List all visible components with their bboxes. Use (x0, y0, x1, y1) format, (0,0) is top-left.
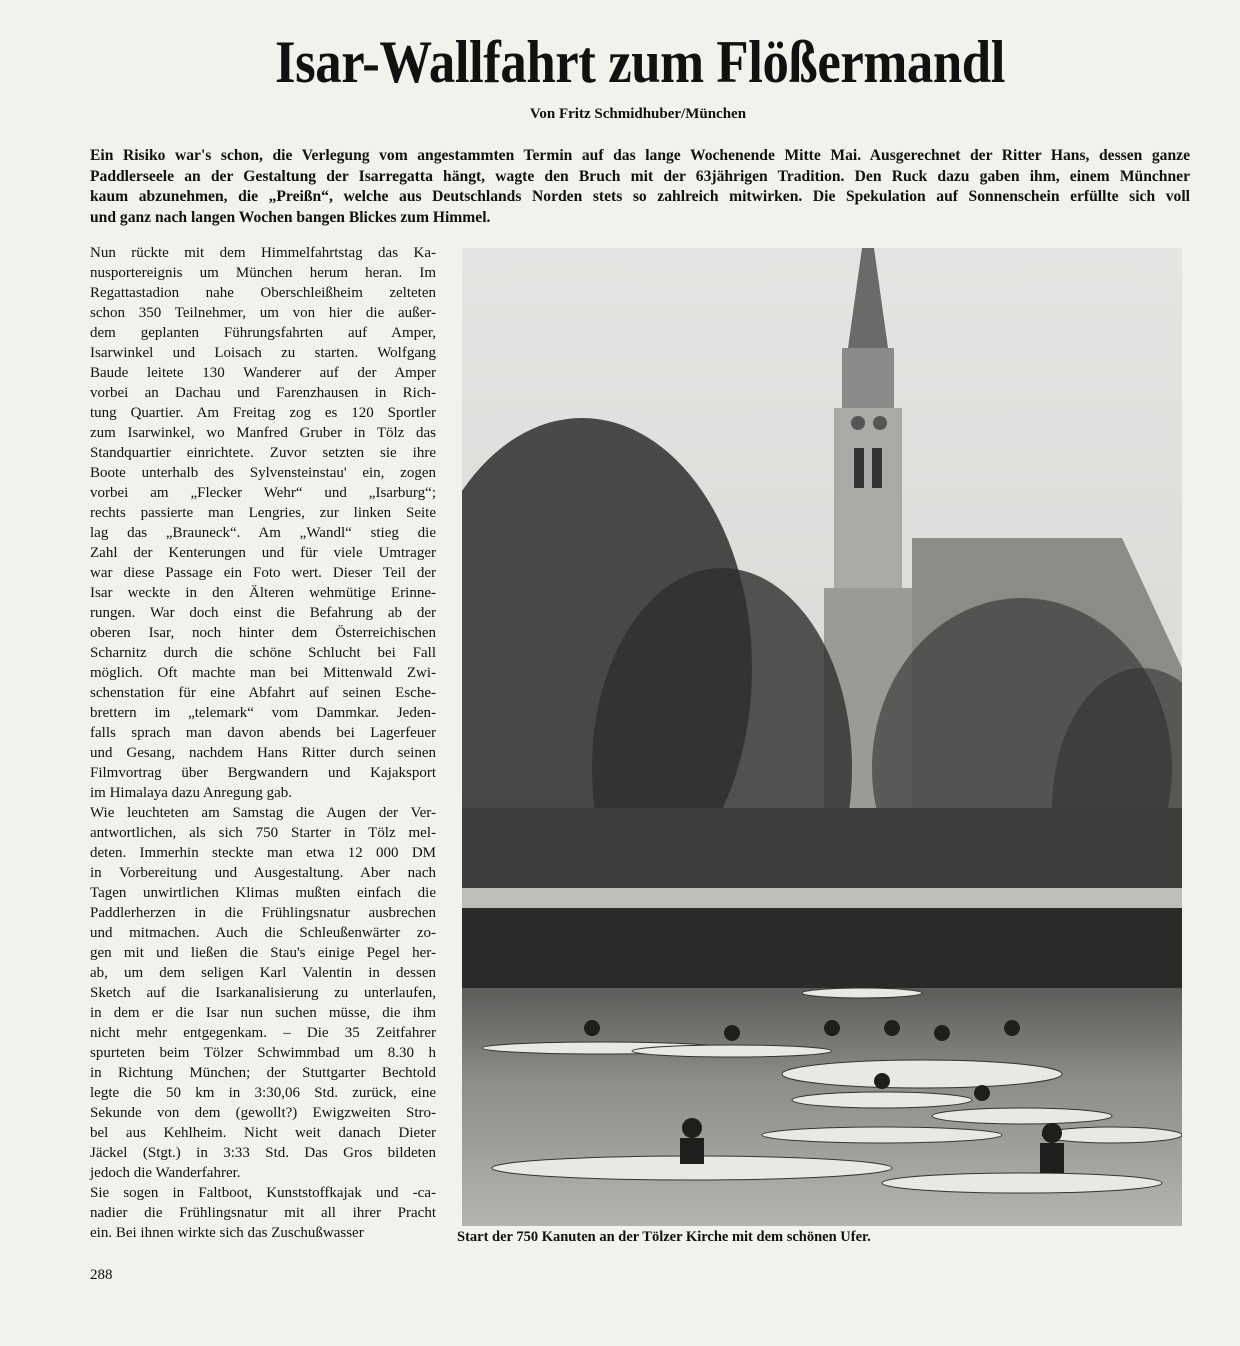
article-byline: Von Fritz Schmidhuber/München (529, 106, 747, 122)
body-line: rungen. War doch einst die Befahrung ab der (90, 605, 436, 621)
body-line: Baude leitete 130 Wanderer auf der Amper (90, 365, 436, 381)
body-line: im Himalaya dazu Anregung gab. (90, 785, 293, 801)
page-number: 288 (90, 1267, 113, 1283)
body-line: und mitmachen. Auch die Schleußenwärter zo- (90, 925, 436, 941)
body-line: Scharnitz durch die schöne Schlucht bei Fall (90, 645, 436, 661)
intro-line: kaum abzunehmen, die „Preißn“, welche aus Deutschlands Norden stets so zahlreich mitwirken. Die Spekulation auf Sonnenschein erfüllte sich voll (90, 188, 1190, 205)
body-line: Boote unterhalb des Sylvensteinstau' ein, zogen (90, 465, 436, 481)
body-line: schon 350 Teilnehmer, um von hier die außer- (90, 305, 436, 321)
body-line: Regattastadion nahe Oberschleißheim zelteten (90, 285, 436, 301)
body-line: Sketch auf die Isarkanalisierung zu unterlaufen, (90, 985, 436, 1001)
article-body-column (90, 243, 436, 1243)
body-line: und Gesang, nachdem Hans Ritter durch seinen (90, 745, 436, 761)
intro-line: Paddlerseele an der Gestaltung der Isarregatta hängt, wagte den Bruch mit der 63jährigen Tradition. Den Ruck dazu gaben ihm, einem Münchner (90, 167, 1190, 185)
embankment (462, 908, 1182, 988)
body-line: lag das „Brauneck“. Am „Wandl“ stieg die (90, 525, 436, 541)
body-line: brettern im „telemark“ vom Dammkar. Jeden- (90, 705, 436, 721)
body-line: legte die 50 km in 3:30,06 Std. zurück, eine (90, 1085, 436, 1101)
body-line: jedoch die Wanderfahrer. (90, 1165, 241, 1181)
body-line: Filmvortrag über Bergwandern und Kajaksport (90, 765, 436, 781)
body-line: Sie sogen in Faltboot, Kunststoffkajak und -ca- (90, 1185, 436, 1201)
intro-line: und ganz nach langen Wochen bangen Blickes zum Himmel. (90, 208, 491, 226)
body-line: Isar weckte in den Älteren wehmütige Erinne- (90, 585, 436, 601)
body-line: ab, um dem seligen Karl Valentin in dessen (90, 965, 436, 981)
article-title: Isar-Wallfahrt zum Flößermandl (275, 29, 1005, 95)
body-line: Zahl der Kenterungen und für viele Umtrager (90, 545, 436, 561)
body-line: gen mit und ließen die Stau's einige Pegel her- (90, 945, 436, 961)
body-line: nadier die Frühlingsnatur mit all ihrer Pracht (90, 1205, 436, 1221)
article-intro (90, 146, 1190, 228)
body-line: in dem er die Isar nun suchen müsse, die ihm (90, 1005, 436, 1021)
body-line: nicht mehr entgegenkam. – Die 35 Zeitfahrer (90, 1025, 436, 1041)
body-line: zum Isarwinkel, wo Manfred Gruber in Tölz das (90, 425, 436, 441)
body-line: falls sprach man davon abends bei Lagerfeuer (90, 725, 436, 741)
body-line: Isarwinkel und Loisach zu starten. Wolfgang (90, 345, 436, 361)
body-line: bel aus Kehlheim. Nicht weit danach Dieter (90, 1125, 436, 1141)
body-line: in Richtung München; der Stuttgarter Bechtold (90, 1065, 436, 1081)
cars-row (462, 888, 1182, 908)
body-line: Paddlerherzen in die Frühlingsnatur ausbrechen (90, 905, 436, 921)
body-line: ein. Bei ihnen wirkte sich das Zuschußwasser (90, 1225, 364, 1241)
body-line: schenstation für eine Abfahrt auf seinen Esche- (90, 685, 436, 701)
body-line: spurteten beim Tölzer Schwimmbad um 8.30 h (90, 1045, 436, 1061)
body-line: rechts passierte man Lengries, zur linken Seite (90, 505, 436, 521)
intro-line: Ein Risiko war's schon, die Verlegung vom angestammten Termin auf das lange Wochenende Mitte Mai. Ausgerechnet der Ritter Hans, dessen ganze (90, 147, 1190, 164)
body-line: tung Quartier. Am Freitag zog es 120 Sportler (90, 405, 436, 421)
body-line: Nun rückte mit dem Himmelfahrtstag das Ka- (90, 245, 436, 261)
body-line: vorbei an Dachau und Farenzhausen in Rich- (90, 385, 436, 401)
body-line: Tagen unwirtlichen Klimas mußten einfach die (90, 885, 436, 901)
photo-caption: Start der 750 Kanuten an der Tölzer Kirche mit dem schönen Ufer. (457, 1229, 871, 1245)
body-line: dem geplanten Führungsfahrten auf Amper, (90, 325, 436, 341)
photo-kayak-start-church (462, 248, 1182, 1226)
body-line: deten. Immerhin steckte man etwa 12 000 DM (90, 845, 436, 861)
body-line: nusportereignis um München herum heran. Im (90, 265, 436, 281)
body-line: möglich. Oft machte man bei Mittenwald Zwi- (90, 665, 436, 681)
body-line: Wie leuchteten am Samstag die Augen der Ver- (90, 805, 436, 821)
body-line: Sekunde von dem (gewollt?) Ewigzweiten Stro- (90, 1105, 436, 1121)
body-line: war diese Passage ein Foto wert. Dieser Teil der (90, 565, 436, 581)
body-line: vorbei am „Flecker Wehr“ und „Isarburg“; (90, 485, 436, 501)
body-line: antwortlichen, als sich 750 Starter in Tölz mel- (90, 825, 436, 841)
body-line: oberen Isar, noch hinter dem Österreichischen (90, 625, 436, 641)
body-line: Standquartier einrichtete. Zuvor setzten sie ihre (90, 445, 436, 461)
body-line: in Vorbereitung und Ausgestaltung. Aber nach (90, 865, 436, 881)
body-line: Jäckel (Stgt.) in 3:33 Std. Das Gros bildeten (90, 1145, 436, 1161)
